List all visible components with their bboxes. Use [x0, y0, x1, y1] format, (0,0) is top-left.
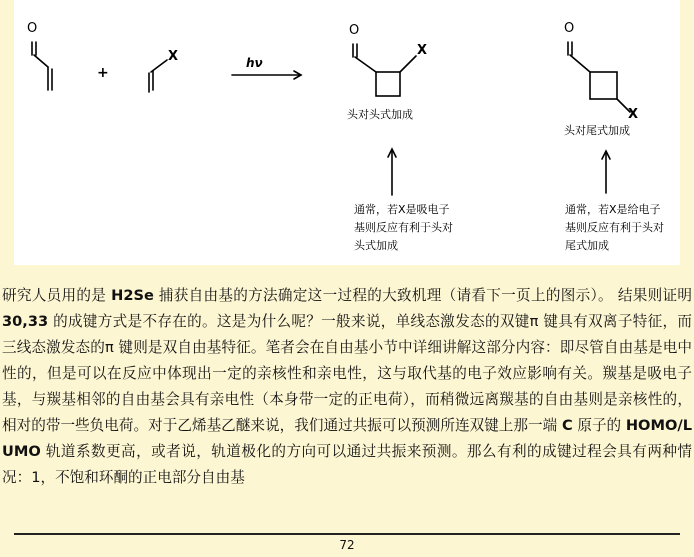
oxygen-label-product1: O	[349, 23, 360, 38]
note-electron-withdrawing	[354, 201, 453, 255]
note-left-line-2: 基则反应有利于头对	[354, 221, 453, 234]
text-segment: 轨道系数更高，或者说，轨道极化的方向可以通过共振来预测。那么有利的成键过程会具有两种情况：1，不饱和环酮的正电部分自由基	[2, 443, 692, 486]
body-paragraph	[2, 283, 692, 491]
footer-rule	[14, 533, 680, 535]
h2se-term: H2Se	[111, 287, 154, 304]
note-left-line-3: 头式加成	[354, 239, 398, 252]
text-segment: 的成键方式是不存在的。这是为什么呢？一般来说，单线态激发态的双键π 键具有双离子特征，而三线态激发态的π 键则是双自由基特征。笔者会在自由基小节中详细讲解这部分内容：即尽管自由基是电中性的，但是可以在反应中体现出一定的亲核性和亲电性，这与取代基的电子效应影响有关。羰基是吸电子基，与羰基相邻的自由基会具有亲电性（本身带一定的正电荷），而稍微远离羰基的自由基则是亲核性的，相对的带一些负电荷。对于乙烯基乙醚来说，我们通过共振可以预测所连双键上那一端	[2, 313, 692, 434]
light-condition-label: hν	[246, 56, 263, 70]
carbon-term: C	[561, 417, 573, 434]
head-to-tail-label: 头对尾式加成	[564, 124, 630, 137]
homo-lumo-term: HOMO/LUMO	[2, 417, 693, 460]
compound-numbers: 30,33	[2, 313, 49, 330]
page-number: 72	[339, 538, 355, 552]
oxygen-label-reactant: O	[27, 21, 38, 36]
plus-sign: +	[97, 65, 109, 81]
text-segment: 捕获自由基的方法确定这一过程的大致机理（请看下一页上的图示）。 结果则证明	[158, 287, 692, 304]
note-electron-donating	[565, 201, 664, 255]
note-right-line-1: 通常，若X是给电子	[565, 203, 661, 216]
note-right-line-3: 尾式加成	[565, 239, 609, 252]
note-left-line-1: 通常，若X是吸电子	[354, 203, 450, 216]
substituent-x-reactant: X	[168, 49, 179, 64]
head-to-head-label: 头对头式加成	[347, 108, 413, 121]
reaction-figure	[14, 0, 680, 265]
note-right-line-2: 基则反应有利于头对	[565, 221, 664, 234]
oxygen-label-product2: O	[564, 21, 575, 36]
text-segment: 研究人员用的是	[2, 287, 107, 304]
substituent-x-product1: X	[417, 43, 428, 58]
substituent-x-product2: X	[628, 107, 639, 122]
text-segment: 原子的	[577, 417, 622, 434]
